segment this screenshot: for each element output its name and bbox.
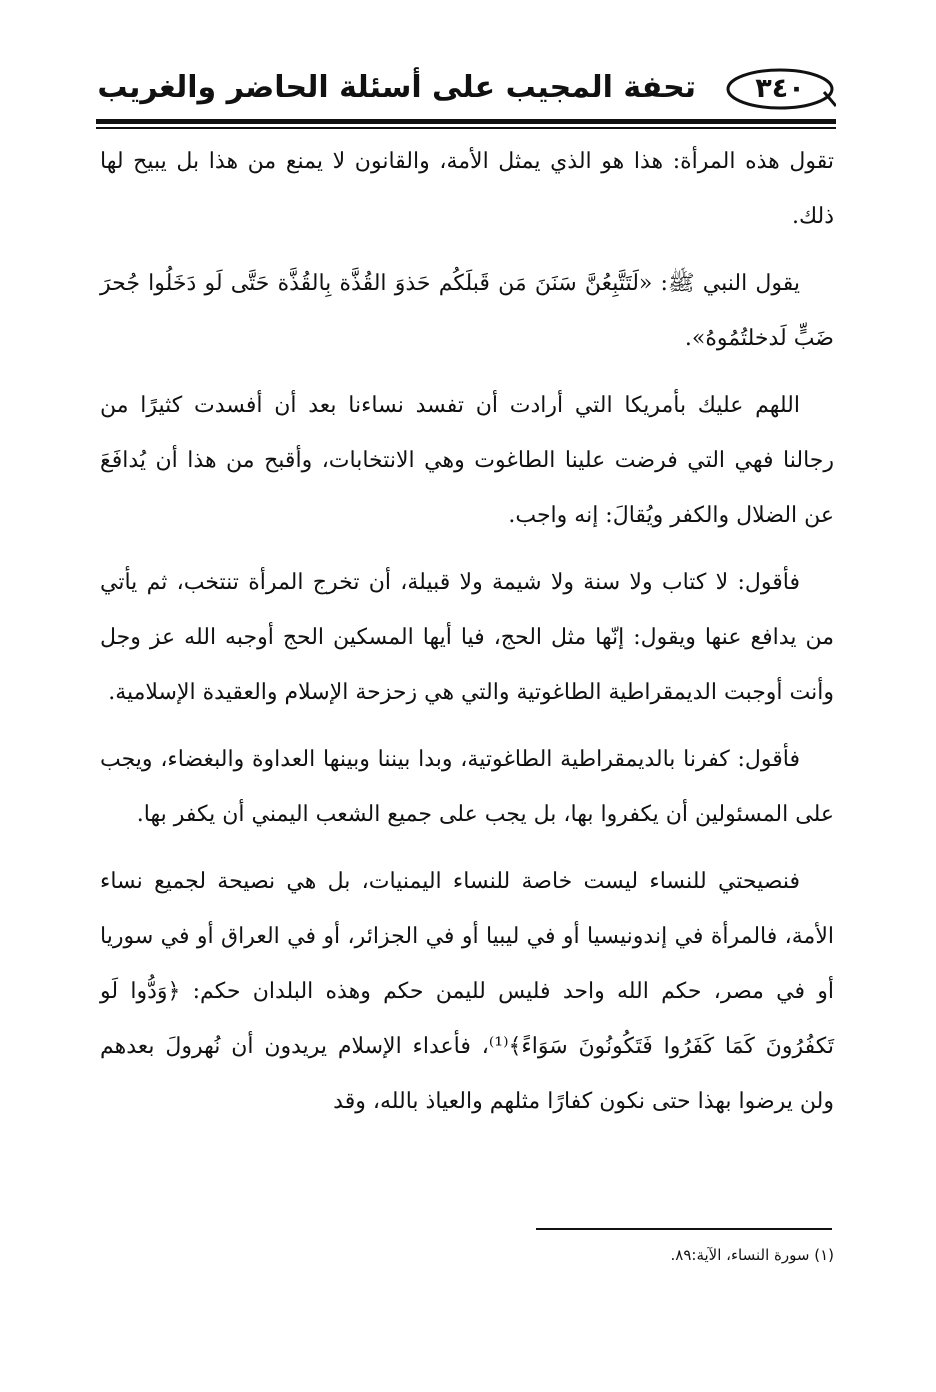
paragraph-2-hadith: يقول النبي ﷺ: «لَتَتَّبِعُنَّ سَنَنَ مَن قَبلَكُم حَذوَ القُذَّة بِالقُذَّة حَتَّى لَو دَخَلُوا جُحرَ ضَبٍّ لَدخلتُمُوهُ». xyxy=(100,271,834,351)
paragraph-3: اللهم عليك بأمريكا التي أرادت أن تفسد نساءنا بعد أن أفسدت كثيرًا من رجالنا فهي التي فرضت علينا الطاغوت وهي الانتخابات، وأقبح من هذا أن يُدافَعَ عن الضلال والكفر ويُقالَ: إنه واجب. xyxy=(100,393,834,528)
paragraph-1: تقول هذه المرأة: هذا هو الذي يمثل الأمة، والقانون لا يمنع من هذا بل يبيح لها ذلك. xyxy=(100,149,834,229)
footnote: (١) سورة النساء، الآية:٨٩. xyxy=(670,1246,834,1264)
paragraph-4: فأقول: لا كتاب ولا سنة ولا شيمة ولا قبيلة، أن تخرج المرأة تنتخب، ثم يأتي من يدافع عنها ويقول: إنّها مثل الحج، فيا أيها المسكين الحج أوجبه الله عز وجل وأنت أوجبت الديمقراطية الطاغوتية والتي هي زحزحة الإسلام والعقيدة الإسلامية. xyxy=(100,570,834,705)
body-text xyxy=(100,134,834,1129)
page-number-frame xyxy=(724,66,836,112)
paragraph-5: فأقول: كفرنا بالديمقراطية الطاغوتية، وبدا بيننا وبينها العداوة والبغضاء، ويجب على المسئولين أن يكفروا بها، بل يجب على جميع الشعب اليمني أن يكفر بها. xyxy=(100,747,834,827)
paragraph-6: فنصيحتي للنساء ليست خاصة للنساء اليمنيات، بل هي نصيحة لجميع نساء الأمة، فالمرأة في إندونيسيا أو في ليبيا أو في الجزائر، أو في العراق أو في سوريا أو في مصر، حكم الله واحد فليس لليمن حكم وهذه البلدان حكم: ﴿وَدُّوا لَو تَكفُرُونَ كَمَا كَفَرُوا فَتَكُونُونَ سَوَاءً﴾⁽¹⁾، فأعداء الإسلام يريدون أن نُهرولَ بعدهم ولن يرضوا بهذا حتى نكون كفارًا مثلهم والعياذ بالله، وقد xyxy=(100,869,834,1114)
page-number: ٣٤٠ xyxy=(755,73,805,104)
page-header xyxy=(96,60,836,120)
header-rule-thin xyxy=(96,127,836,129)
header-rule-thick xyxy=(96,119,836,124)
footnote-rule xyxy=(536,1228,832,1230)
running-title: تحفة المجيب على أسئلة الحاضر والغريب xyxy=(97,70,696,105)
